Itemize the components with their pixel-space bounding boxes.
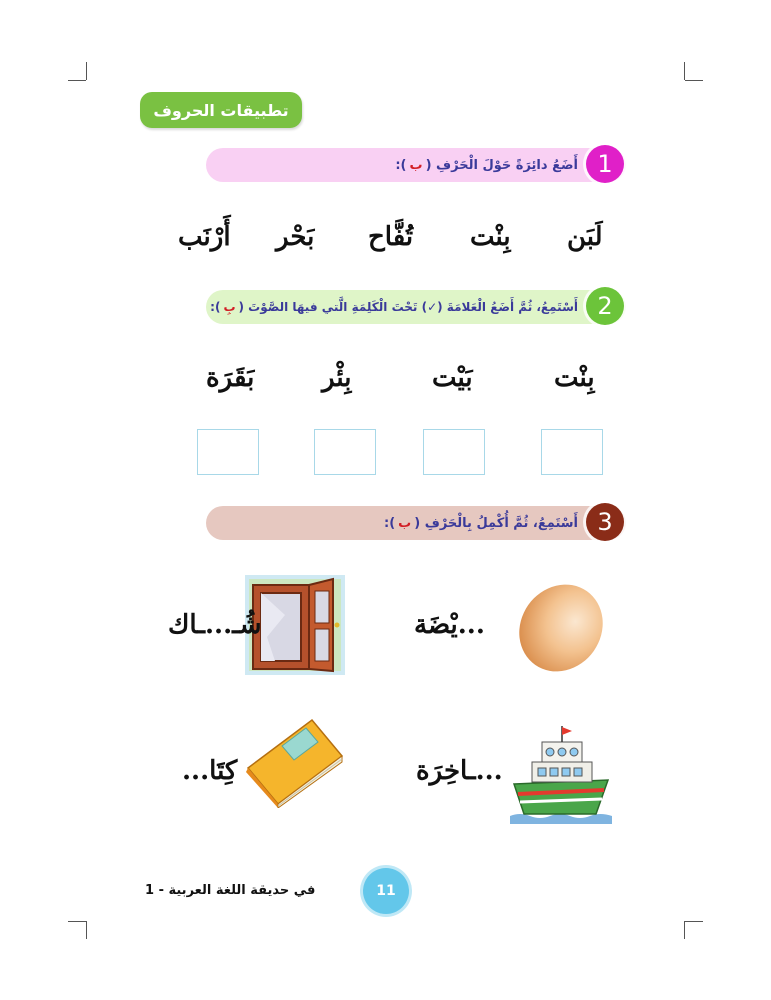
exercise-3-item: ...ـاخِرَة [416, 756, 503, 786]
exercise-3-number-badge: 3 [586, 503, 624, 541]
exercise-2-number-badge: 2 [586, 287, 624, 325]
exercise-3-letter: ب [398, 515, 412, 531]
answer-box[interactable] [314, 429, 376, 475]
exercise-1-instruction [395, 148, 578, 182]
exercise-3-instruction [384, 506, 578, 540]
crop-mark-bottom-right-v [684, 921, 685, 939]
crop-mark-top-right-h [685, 80, 703, 81]
exercise-3-instruction-text: أَسْتَمِعُ، ثُمَّ أُكْمِلُ بِالْحَرْفِ ( [414, 515, 578, 531]
page-number: 11 [363, 868, 409, 914]
book-illustration [242, 716, 346, 808]
exercise-2-word: بِئْر [322, 363, 352, 393]
exercise-2-instruction-end: ): [210, 300, 221, 314]
answer-box[interactable] [197, 429, 259, 475]
exercise-2-word: بَقَرَة [206, 363, 255, 393]
exercise-1-word: لَبَن [567, 222, 603, 252]
section-title: تطبيقات الحروف [140, 92, 302, 128]
answer-box[interactable] [423, 429, 485, 475]
exercise-2-word: بَيْت [432, 363, 473, 393]
exercise-1-word: أَرْنَب [178, 222, 231, 252]
exercise-2-instruction [210, 290, 578, 324]
exercise-2-instruction-band [206, 290, 626, 324]
exercise-2-instruction-text: أَسْتَمِعُ، ثُمَّ أَضَعُ الْعَلامَةَ (✓) تَحْتَ الْكَلِمَةِ الَّتي فيهَا الصَّوْتَ ( [238, 300, 578, 314]
exercise-1-word: بِنْت [470, 222, 511, 252]
crop-mark-bottom-left-v [86, 921, 87, 939]
crop-mark-top-left-v [86, 62, 87, 80]
exercise-1-instruction-end: ): [395, 157, 407, 173]
exercise-3-instruction-band [206, 506, 626, 540]
exercise-1-instruction-text: أَضَعُ دائِرَةً حَوْلَ الْحَرْفِ ( [425, 157, 578, 173]
exercise-3-item: شُـ...ـاك [168, 610, 262, 640]
ship-illustration [510, 724, 612, 824]
crop-mark-bottom-right-h [685, 921, 703, 922]
answer-box[interactable] [541, 429, 603, 475]
exercise-1-word: تُفَّاح [368, 222, 414, 252]
crop-mark-bottom-left-h [68, 921, 86, 922]
exercise-3-item: كِتَا... [182, 756, 238, 786]
exercise-1-letter: ب [409, 157, 423, 173]
exercise-2-word: بِنْت [554, 363, 595, 393]
egg-illustration [515, 582, 607, 674]
exercise-3-instruction-end: ): [384, 515, 396, 531]
exercise-1-instruction-band [206, 148, 626, 182]
exercise-2-letter: بِ [223, 300, 236, 314]
exercise-1-word: بَحْر [276, 222, 315, 252]
exercise-3-item: ...يْضَة [414, 610, 485, 640]
book-title: في حديقة اللغة العربية - 1 [145, 883, 316, 898]
crop-mark-top-right-v [684, 62, 685, 80]
crop-mark-top-left-h [68, 80, 86, 81]
exercise-1-number-badge: 1 [586, 145, 624, 183]
